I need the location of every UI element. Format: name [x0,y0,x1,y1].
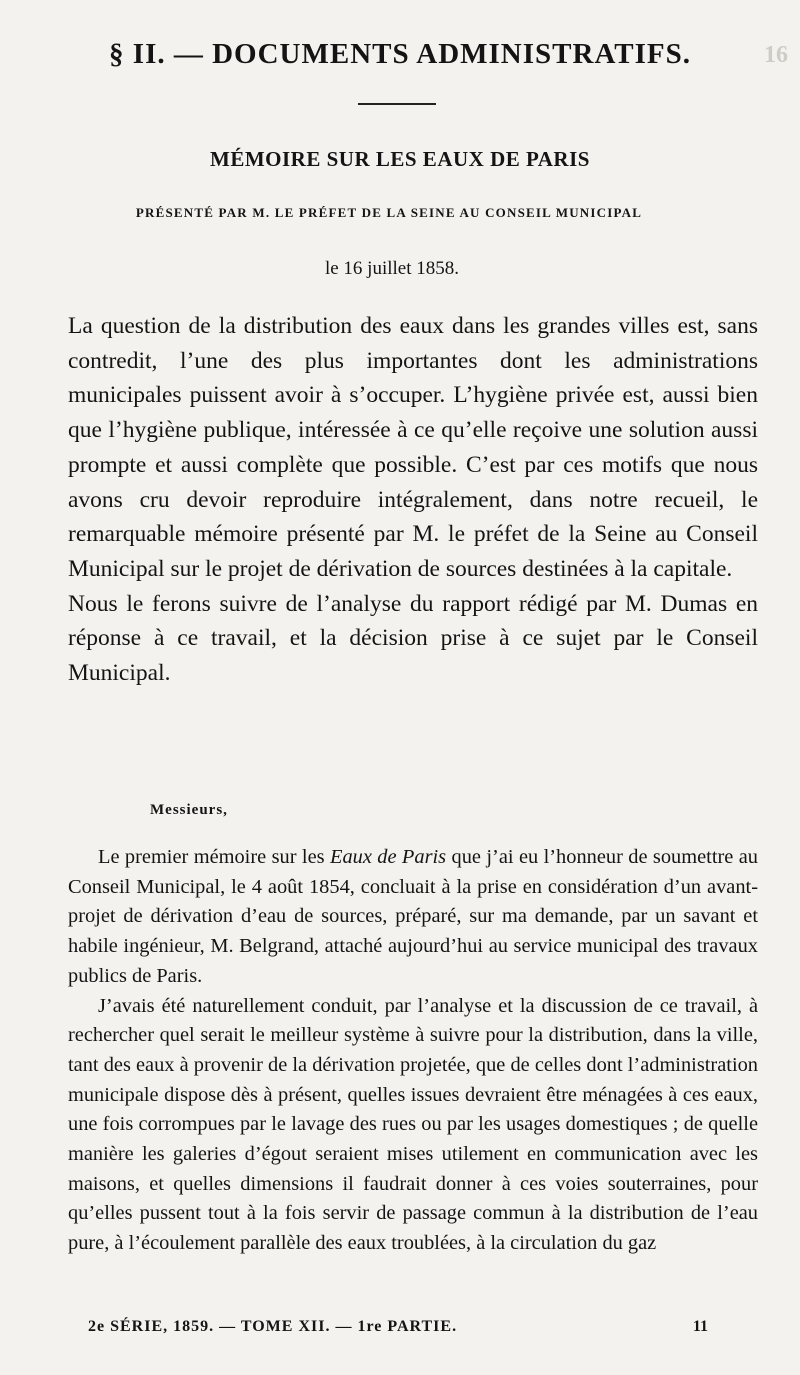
page-footer [88,1318,708,1336]
body-text [68,843,758,1259]
bleed-through-page-number: 16 [764,42,788,68]
memoire-subtitle: PRÉSENTÉ PAR M. LE PRÉFET DE LA SEINE AU CONSEIL MUNICIPAL [135,205,643,220]
intro-paragraph-2: Nous le ferons suivre de l’analyse du rapport rédigé par M. Dumas en réponse à ce travail, et la décision prise à ce sujet par le Conseil Municipal. [68,590,758,687]
memoire-date: le 16 juillet 1858. [324,258,460,279]
footer-page-number: 11 [692,1318,708,1335]
separator-rule [358,103,436,105]
intro-text [68,309,758,691]
running-header: § II. — DOCUMENTS ADMINISTRATIFS. [109,38,691,70]
intro-paragraph-1: La question de la distribution des eaux dans les grandes villes est, sans contredit, l’une des plus importantes dont les administrations municipales puissent avoir à s’occuper. L’hygiène privée est, aussi bien que l’hygiène publique, intéressée à ce qu’elle reçoive une solution aussi prompte et aussi complète que possible. C’est par ces motifs que nous avons cru devoir reproduire intégralement, dans notre recueil, le remarquable mémoire présenté par M. le préfet de la Seine au Conseil Municipal sur le projet de dérivation de sources destinées à la capitale. [68,313,758,582]
memoire-title: MÉMOIRE SUR LES EAUX DE PARIS [210,147,590,171]
body-paragraph-2: J’avais été naturellement conduit, par l’analyse et la discussion de ce travail, à rechercher quel serait le meilleur système à suivre pour la distribution, dans la ville, tant des eaux à provenir de la dérivation projetée, que de celles dont l’administration municipale dispose dès à présent, quelles issues devraient être ménagées à ces eaux, une fois corrompues par le lavage des rues ou par les usages domestiques ; de quelle manière les galeries d’égout seraient mises utilement en communication avec les maisons, et quelles dimensions il faudrait donner à ces voies souterraines, pour qu’elles pussent tout à la fois servir de passage commun à la distribution de l’eau pure, à l’écoulement parallèle des eaux troublées, à la circulation du gaz [68,994,758,1255]
body-p1-italic-title: Eaux de Paris [329,846,447,868]
body-p1-start: Le premier mémoire sur les [98,846,330,868]
body-p1-end: que j’ai eu l’honneur de soumettre au Conseil Municipal, le 4 août 1854, concluait à la prise en considération d’un avant-projet de dérivation d’eau de sources, préparé, sur ma demande, par un savant et habile ingénieur, M. Belgrand, attaché aujourd’hui au service municipal des travaux publics de Paris. [68,846,758,987]
footer-series: 2e SÉRIE, 1859. — TOME XII. — 1re PARTIE. [88,1318,458,1335]
salutation: Messieurs, [150,802,228,818]
body-paragraph-1 [68,843,758,992]
